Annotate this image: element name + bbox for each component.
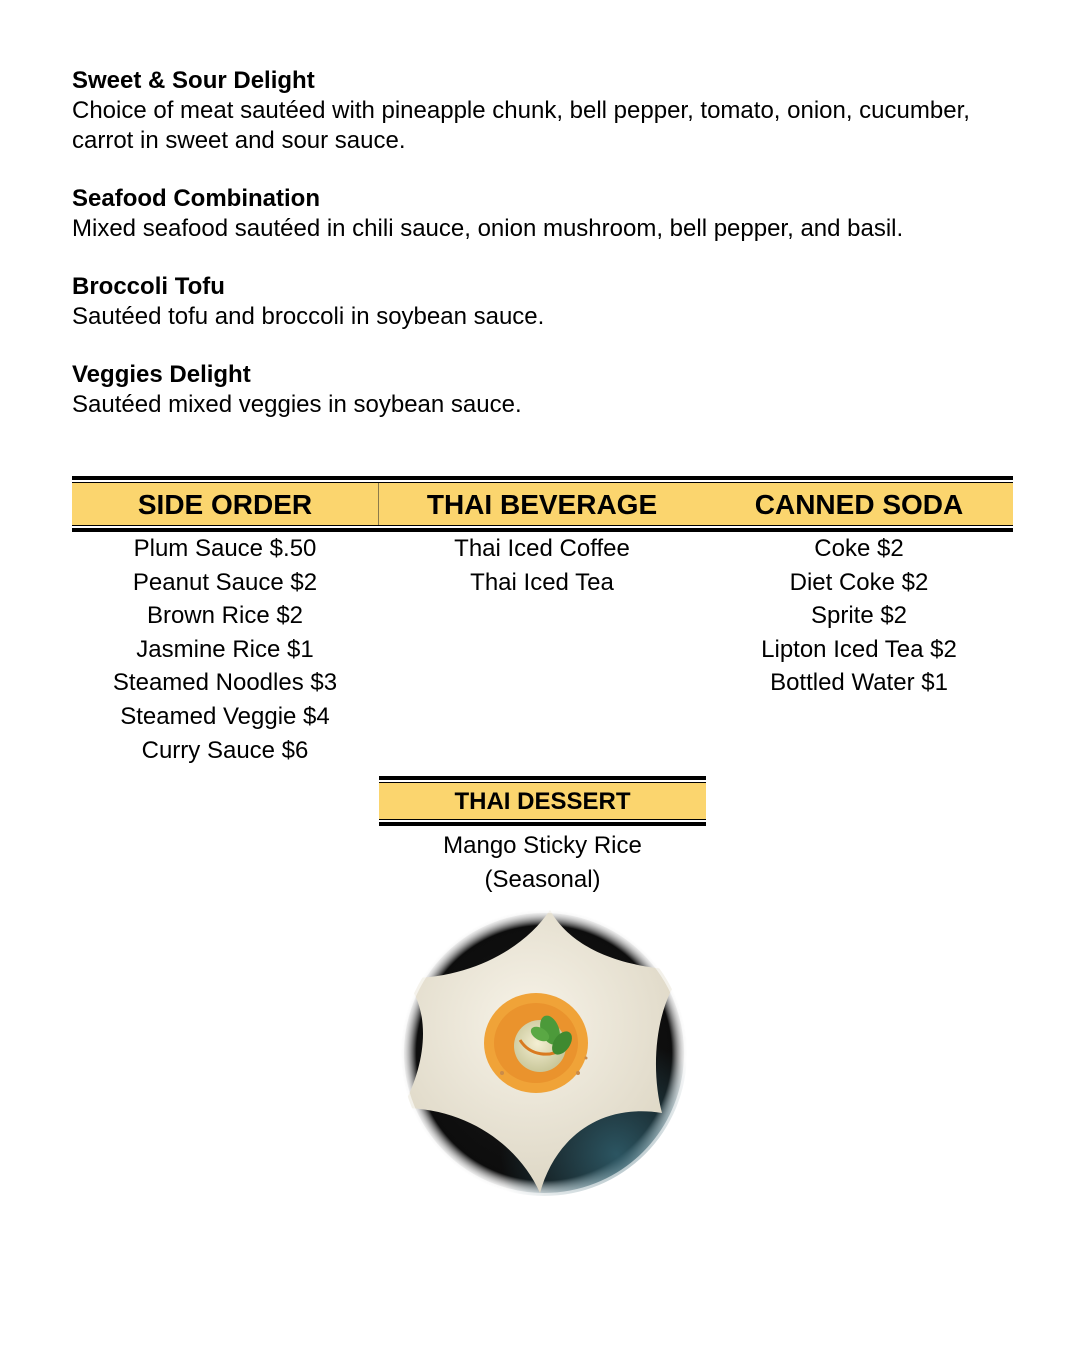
canned-soda-list: [705, 532, 1013, 700]
thai-beverage-heading: THAI BEVERAGE: [426, 489, 658, 520]
list-item: Thai Iced Coffee: [454, 535, 630, 562]
list-item: Sprite $2: [810, 602, 908, 630]
list-item: Curry Sauce $6: [141, 736, 309, 764]
thai-dessert-heading: THAI DESSERT: [454, 788, 631, 815]
dish-name: Seafood Combination: [72, 185, 320, 212]
list-item: Mango Sticky Rice: [443, 832, 642, 859]
dish-list: [72, 66, 1032, 448]
dish-description: Mixed seafood sautéed in chili sauce, onion mushroom, bell pepper, and basil.: [72, 215, 904, 242]
list-item: Brown Rice $2: [146, 602, 304, 630]
list-item: Steamed Veggie $4: [120, 702, 330, 730]
side-order-heading: SIDE ORDER: [72, 483, 379, 525]
list-item: (Seasonal): [484, 866, 601, 893]
side-order-list: [72, 532, 378, 767]
dish-description: Sautéed mixed veggies in soybean sauce.: [72, 391, 522, 418]
list-item: Diet Coke $2: [789, 568, 929, 596]
dish-description: Sautéed tofu and broccoli in soybean sauce.: [72, 303, 545, 330]
dish-name: Broccoli Tofu: [72, 273, 225, 300]
section-header-fill: [72, 482, 1013, 526]
thai-beverage-list: [379, 532, 705, 599]
dish-item: [72, 66, 1032, 156]
dessert-header-band: [379, 776, 706, 826]
list-item: Bottled Water $1: [770, 669, 948, 697]
dish-description: Choice of meat sautéed with pineapple chunk, bell pepper, tomato, onion, cucumber, carrot in sweet and sour sauce.: [72, 97, 970, 154]
list-item: Coke $2: [814, 535, 904, 562]
list-item: Steamed Noodles $3: [112, 669, 338, 697]
canned-soda-heading: CANNED SODA: [754, 489, 964, 520]
dessert-header-fill: [379, 782, 706, 820]
list-item: Plum Sauce $.50: [133, 535, 317, 562]
dessert-plate-image: [400, 908, 688, 1198]
dish-name: Sweet & Sour Delight: [72, 67, 315, 94]
mango-sticky-rice-photo: [400, 908, 688, 1198]
dish-item: [72, 184, 1032, 244]
list-item: Jasmine Rice $1: [136, 635, 314, 663]
list-item: Thai Iced Tea: [470, 568, 614, 596]
thai-dessert-list: [379, 829, 706, 897]
list-item: Lipton Iced Tea $2: [761, 635, 957, 663]
section-header-band: [72, 476, 1013, 532]
dish-item: [72, 360, 1032, 420]
dish-name: Veggies Delight: [72, 361, 251, 388]
list-item: Peanut Sauce $2: [132, 568, 318, 596]
dish-item: [72, 272, 1032, 332]
